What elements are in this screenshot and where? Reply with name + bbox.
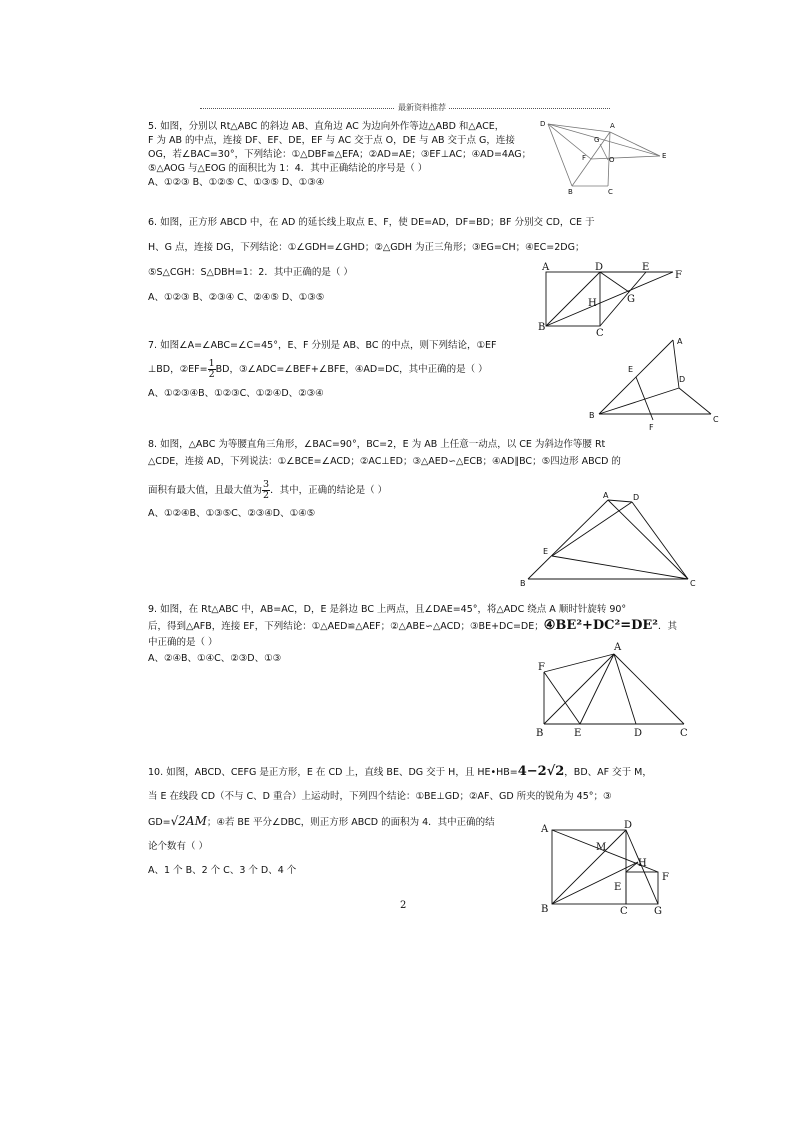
f8-label: C [690, 579, 696, 588]
f8-label: B [520, 579, 526, 588]
q9-text: ．其 [658, 621, 678, 632]
f7-label: C [713, 415, 719, 424]
f10-label: B [541, 904, 549, 915]
q8-line: △CDE，连接 AD，下列说法：①∠BCE=∠ACD；②AC⊥ED；③△AED∽△ECB；④AD∥BC；⑤四边形 ABCD 的 [148, 456, 621, 467]
f6-label: B [538, 322, 546, 333]
q8-fraction: $\frac{3}{2}$ [263, 479, 270, 501]
q6-options: A、①②③ B、②③④ C、②④⑤ D、①③⑤ [148, 292, 325, 303]
f7-label: F [649, 423, 654, 432]
q9-line: 9. 如图，在 Rt△ABC 中，AB=AC，D，E 是斜边 BC 上两点，且∠DAE=45°，将△ADC 绕点 A 顺时针旋转 90° [148, 604, 627, 615]
f5-label: C [608, 188, 613, 196]
q8-text: ．其中，正确的结论是（ ） [270, 485, 388, 496]
q5-line: F 为 AB 的中点，连接 DF、EF、DE，EF 与 AC 交于点 O，DE 与 AB 交于点 G，连接 [148, 135, 515, 146]
figure-q8 [516, 490, 706, 590]
q9-options: A、②④B、①④C、②③D、①③ [148, 653, 282, 664]
q7-line: 7. 如图∠A=∠ABC=∠C=45°，E、F 分别是 AB、BC 的中点，则下列结论，①EF [148, 340, 497, 351]
q6-line: 6. 如图，正方形 ABCD 中，在 AD 的延长线上取点 E、F，使 DE=AD，DF=BD；BF 分别交 CD，CE 于 [148, 217, 595, 228]
f9-label: B [536, 728, 544, 739]
f10-label: C [620, 906, 628, 917]
f7-label: D [679, 375, 686, 384]
q6-line: H、G 点，连接 DG，下列结论：①∠GDH=∠GHD；②△GDH 为正三角形；③EG=CH；④EC=2DG； [148, 242, 585, 253]
figure-q6 [538, 262, 688, 340]
f6-label: A [542, 262, 550, 273]
q5-line: 5. 如图，分别以 Rt△ABC 的斜边 AB、直角边 AC 为边向外作等边△ABD 和△ACE， [148, 121, 505, 132]
q5-line: OG，若∠BAC=30°，下列结论：①△DBF≌△EFA；②AD=AE；③EF⊥AC；④AD=4AG； [148, 149, 532, 160]
figure-q9 [530, 640, 700, 740]
f5-label: G [594, 136, 600, 144]
f8-label: D [633, 493, 640, 502]
q8-text: 面积有最大值，且最大值为 [148, 485, 263, 496]
figure-q7 [585, 332, 725, 432]
q10-line: 当 E 在线段 CD（不与 C、D 重合）上运动时，下列四个结论：①BE⊥GD；②AF、GD 所夹的锐角为 45°；③ [148, 791, 612, 802]
f9-label: C [680, 728, 688, 739]
f10-label: E [614, 882, 622, 893]
question-7 [148, 334, 496, 406]
f10-label: H [638, 858, 647, 869]
q7-text: BD，③∠ADC=∠BEF+∠BFE，④AD=DC，其中正确的是（ ） [215, 364, 488, 375]
f7-label: A [677, 337, 683, 346]
q10-line: 论个数有（ ） [148, 841, 209, 852]
q9-line: 中正确的是（ ） [148, 637, 218, 648]
q6-line: ⑤S△CGH：S△DBH=1：2．其中正确的是（ ） [148, 267, 353, 278]
q10-text: ，BD、AF 交于 M， [564, 767, 652, 778]
f5-label: E [662, 152, 667, 160]
q10-text: 10. 如图，ABCD、CEFG 是正方形，E 在 CD 上，直线 BE、DG 交于 H，且 HE•HB= [148, 767, 518, 778]
f9-label: A [614, 642, 622, 653]
f10-label: F [662, 872, 669, 883]
q9-text: 后，得到△AFB，连接 EF，下列结论：①△AED≌△AEF；②△ABE∽△ACD；③BE+DC=DE； [148, 621, 544, 632]
f5-label: A [610, 122, 615, 130]
q7-text: ⊥BD，②EF= [148, 364, 208, 375]
f10-label: M [596, 842, 607, 853]
f6-label: C [596, 328, 604, 339]
q10-formula: 4−2√2 [517, 764, 565, 779]
q8-line: 8. 如图，△ABC 为等腰直角三角形，∠BAC=90°，BC=2，E 为 AB 上任意一动点，以 CE 为斜边作等腰 Rt [148, 439, 606, 450]
q5-line: ⑤△AOG 与△EOG 的面积比为 1：4．其中正确结论的序号是（ ） [148, 163, 428, 174]
q7-options: A、①②③④B、①②③C、①②④D、②③④ [148, 388, 324, 399]
f5-label: O [609, 156, 615, 164]
q5-options: A、①②③ B、①②⑤ C、①③⑤ D、①③④ [148, 177, 325, 188]
q10-text: GD= [148, 817, 171, 828]
figure-q5 [538, 118, 678, 198]
q8-options: A、①②④B、①③⑤C、②③④D、①④⑤ [148, 508, 316, 519]
f5-label: B [568, 188, 573, 196]
q10-options: A、1 个 B、2 个 C、3 个 D、4 个 [148, 865, 297, 876]
f10-label: D [624, 820, 633, 831]
f6-label: F [675, 270, 682, 281]
f10-label: G [654, 906, 662, 917]
figure-q10 [538, 818, 678, 918]
q7-fraction: $\frac{1}{2}$ [208, 358, 215, 380]
q9-line [148, 618, 677, 635]
f9-label: E [574, 728, 582, 739]
page-number: 2 [400, 900, 407, 911]
f6-label: E [642, 262, 650, 273]
header-text: 最新资料推荐 [395, 102, 449, 113]
q10-text: ；④若 BE 平分∠DBC，则正方形 ABCD 的面积为 4．其中正确的结 [206, 817, 495, 828]
f5-label: F [582, 154, 587, 162]
q10-formula: √2AM [170, 814, 207, 828]
f10-label: A [541, 824, 549, 835]
f7-label: B [589, 411, 595, 420]
f6-label: H [588, 298, 597, 309]
f7-label: E [628, 365, 634, 374]
f5-label: D [540, 120, 546, 128]
q10-line [148, 760, 652, 785]
question-6 [148, 210, 595, 310]
f8-label: A [603, 491, 609, 500]
f6-label: G [627, 294, 635, 305]
q9-formula: ④BE²+DC²=DE² [543, 618, 658, 633]
f6-label: D [595, 262, 604, 273]
f8-label: E [543, 547, 549, 556]
f9-label: F [538, 662, 545, 673]
question-5 [148, 120, 531, 190]
q7-line [148, 358, 496, 382]
f9-label: D [634, 728, 643, 739]
